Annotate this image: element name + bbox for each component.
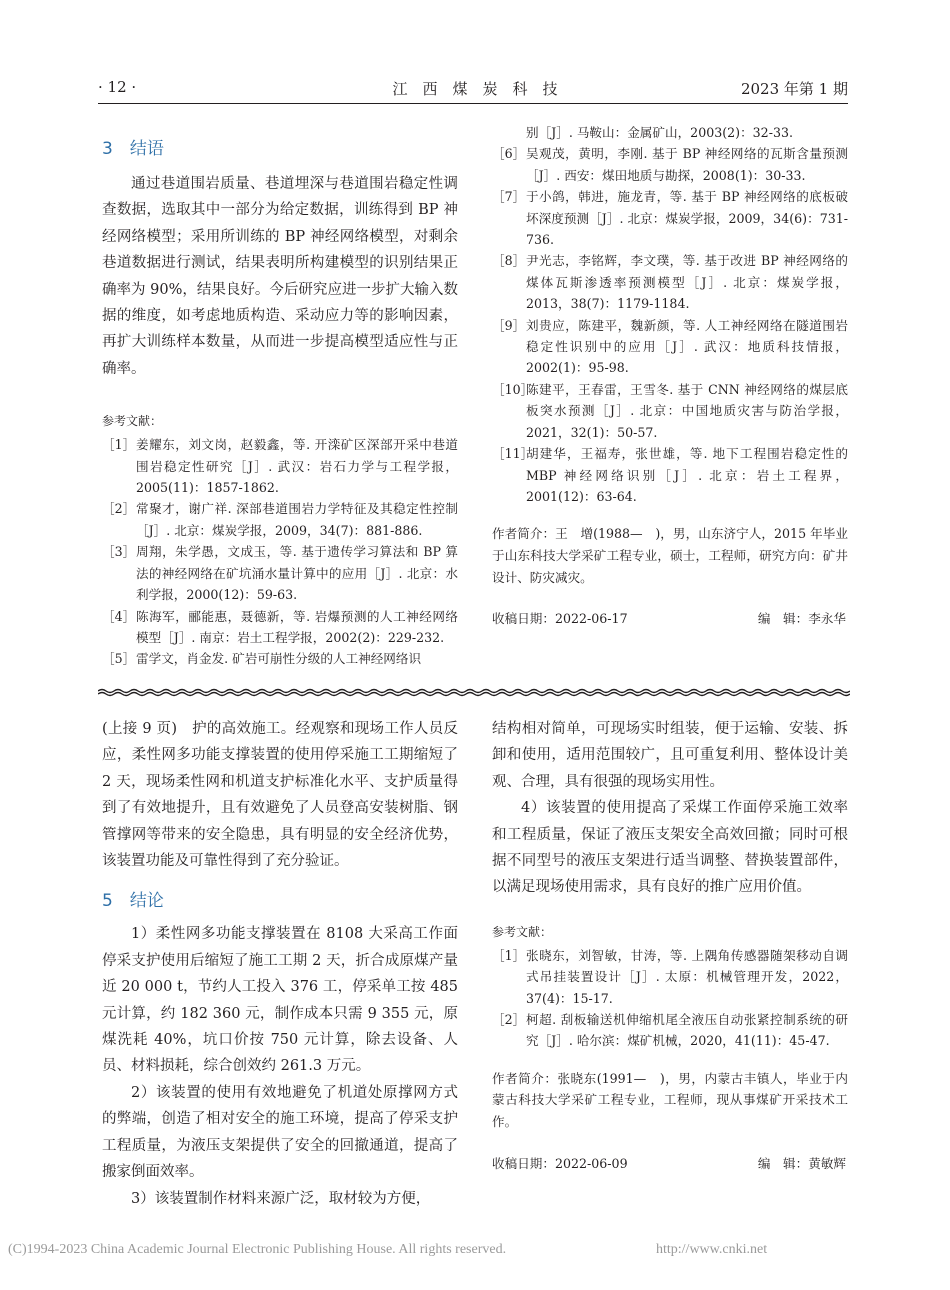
author-bio: 作者简介：王 增(1988— )，男，山东济宁人，2015 年毕业于山东科技大学采矿工程专业，硕士，工程师，研究方向：矿井设计、防灾减灾。 [492,526,848,585]
references-title: 参考文献： [492,924,553,939]
top-right-column [492,122,848,627]
received-date: 收稿日期：2022-06-09 [492,1155,628,1171]
reference-item [102,541,458,605]
references-title: 参考文献： [102,414,163,429]
journal-title: 江 西 煤 炭 科 技 [392,80,558,98]
reference-item [102,498,458,541]
reference-number: ［3］ [102,544,136,560]
reference-number: ［11］ [492,446,534,462]
paragraph: 4）该装置的使用提高了采煤工作面停采施工效率和工程质量，保证了液压支架安全高效回撤；同时可根据不同型号的液压支架进行适当调整、替换装置部件，以满足现场使用需求，具有良好的推广应用价值。 [492,800,848,896]
reference-number: ［8］ [492,253,526,269]
reference-item [102,434,458,498]
reference-text: 雷学文，肖金发. 矿岩可崩性分级的人工神经网络识 [136,651,422,667]
issue-label: 2023 年第 1 期 [740,80,848,98]
paragraph: 通过巷道围岩质量、巷道埋深与巷道围岩稳定性调查数据，选取其中一部分为给定数据，训练得到 BP 神经网络模型；采用所训练的 BP 神经网络模型，对剩余巷道数据进行测试，结果表明所构建模型的识别结果正确率为 90%，结果良好。今后研究应进一步扩大输入数据的维度，如考虑地质构造、采动应力等的影响因素，再扩大训练样本数量，从而进一步提高模型适应性与正确率。 [102,176,458,377]
reference-text: 周翔，朱学愚，文成玉，等. 基于遗传学习算法和 BP 算法的神经网络在矿坑涌水量计算中的应用［J］. 北京：水利学报，2000(12)：59-63. [136,544,458,603]
reference-number: ［2］ [102,501,136,517]
reference-number: ［10］ [492,381,534,397]
reference-number: ［5］ [102,651,136,667]
reference-continued: 别［J］. 马鞍山：金属矿山，2003(2)：32-33. [526,125,793,140]
reference-item [492,143,848,186]
reference-text: 常聚才，谢广祥. 深部巷道围岩力学特征及其稳定性控制［J］. 北京：煤炭学报，2009，34(7)：881-886. [136,501,458,538]
reference-item [102,606,458,649]
conclusion-body [102,171,458,382]
results-body-continued [492,716,848,901]
results-body [102,921,458,1211]
author-bio: 作者简介：张晓东(1991— )，男，内蒙古丰镇人，毕业于内蒙古科技大学采矿工程专业，工程师，现从事煤矿开采技术工作。 [492,1070,848,1130]
reference-number: ［7］ [492,189,526,205]
paragraph: 2）该装置的使用有效地避免了机道处原撑网方式的弊端，创造了相对安全的施工环境，提高了停采支护工程质量，为液压支架提供了安全的回撤通道，提高了搬家倒面效率。 [102,1084,458,1181]
reference-item [492,315,848,379]
reference-text: 尹光志，李铭辉，李文璞，等. 基于改进 BP 神经网络的煤体瓦斯渗透率预测模型［J］. 北京：煤炭学报，2013，38(7)：1179-1184. [526,253,848,312]
cnki-link[interactable]: http://www.cnki.net [656,1242,768,1257]
article-meta [492,1153,848,1172]
reference-number: ［1］ [492,947,526,963]
continued-body [102,716,458,874]
article-meta [492,608,848,627]
bottom-left-column [102,716,458,1212]
section-heading-results: 5 结论 [102,891,164,912]
reference-item [492,250,848,314]
reference-number: ［9］ [492,317,526,333]
reference-text: 刘贵应，陈建平，魏新颜，等. 人工神经网络在隧道围岩稳定性识别中的应用［J］. 武汉：地质科技情报，2002(1)：95-98. [526,317,848,376]
reference-text: 于小鸽，韩进，施龙青，等. 基于 BP 神经网络的底板破坏深度预测［J］. 北京：煤炭学报，2009，34(6)：731-736. [526,189,848,248]
reference-text: 吴观茂，黄明，李刚. 基于 BP 神经网络的瓦斯含量预测［J］. 西安：煤田地质与勘探，2008(1)：30-33. [526,146,848,183]
reference-list [102,434,458,669]
reference-number: ［2］ [492,1012,526,1028]
reference-text: 陈海军，郦能惠，聂德新，等. 岩爆预测的人工神经网络模型［J］. 南京：岩土工程学报，2002(2)：229-232. [136,608,458,645]
reference-item [492,186,848,250]
reference-item [492,379,848,443]
reference-number: ［1］ [102,437,136,453]
top-left-column [102,134,458,670]
reference-item [492,443,848,507]
editor-name: 编 辑：黄敏辉 [757,1155,846,1171]
editor-name: 编 辑：李永华 [757,611,846,627]
bottom-right-column [492,716,848,1172]
reference-item [102,648,458,669]
reference-text: 陈建平，王春雷，王雪冬. 基于 CNN 神经网络的煤层底板突水预测［J］. 北京：中国地质灾害与防治学报，2021，32(1)：50-57. [526,381,848,440]
reference-list [492,143,848,507]
paragraph: 3）该装置制作材料来源广泛，取材较为方便， [131,1190,431,1207]
paragraph: (上接 9 页) 护的高效施工。经观察和现场工作人员反应，柔性网多功能支撑装置的使用停采施工工期缩短了 2 天，现场柔性网和机道支护标准化水平、支护质量得到了有效地提升，且有效避免了人员登高安装树脂、钢管撑网等带来的安全隐患，具有明显的安全经济优势，该装置功能及可靠性得到了充分验证。 [102,721,458,870]
reference-text: 张晓东，刘智敏，甘涛，等. 上隅角传感器随架移动自调式吊挂装置设计［J］. 太原：机械管理开发，2022，37(4)：15-17. [526,947,848,1006]
reference-number: ［4］ [102,608,136,624]
section-heading-conclusion: 3 结语 [102,139,164,159]
received-date: 收稿日期：2022-06-17 [492,611,628,627]
reference-text: 柯超. 刮板输送机伸缩机尾全液压自动张紧控制系统的研究［J］. 哈尔滨：煤矿机械，2020，41(11)：45-47. [526,1012,848,1049]
paragraph: 1）柔性网多功能支撑装置在 8108 大采高工作面停采支护使用后缩短了施工工期 2 天，折合成原煤产量近 20 000 t，节约人工投入 376 工，停采单工按 485 元计算，约 182 360 元，制作成本只需 9 355 元，原煤洗耗 40%，坑口价按 750 元计算，除去设备、人员、材料损耗，综合创效约 261.3 万元。 [102,926,458,1075]
paragraph: 结构相对简单，可现场实时组装，便于运输、安装、拆卸和使用，适用范围较广，且可重复利用、整体设计美观、合理，具有很强的现场实用性。 [492,721,848,790]
reference-number: ［6］ [492,146,526,162]
reference-text: 姜耀东，刘文岗，赵毅鑫，等. 开滦矿区深部开采中巷道围岩稳定性研究［J］. 武汉：岩石力学与工程学报，2005(11)：1857-1862. [136,437,458,496]
reference-text: 胡建华，王福寿，张世雄，等. 地下工程围岩稳定性的 MBP 神经网络识别［J］. 北京：岩土工程界，2001(12)：63-64. [526,446,848,504]
reference-list [492,945,848,1052]
reference-item [492,945,848,1009]
wavy-divider [98,686,850,700]
copyright-notice: (C)1994-2023 China Academic Journal Electronic Publishing House. All rights reserved. [8,1242,507,1257]
page-number: · 12 · [98,78,137,96]
header-rule [98,103,848,104]
reference-item [492,1009,848,1052]
